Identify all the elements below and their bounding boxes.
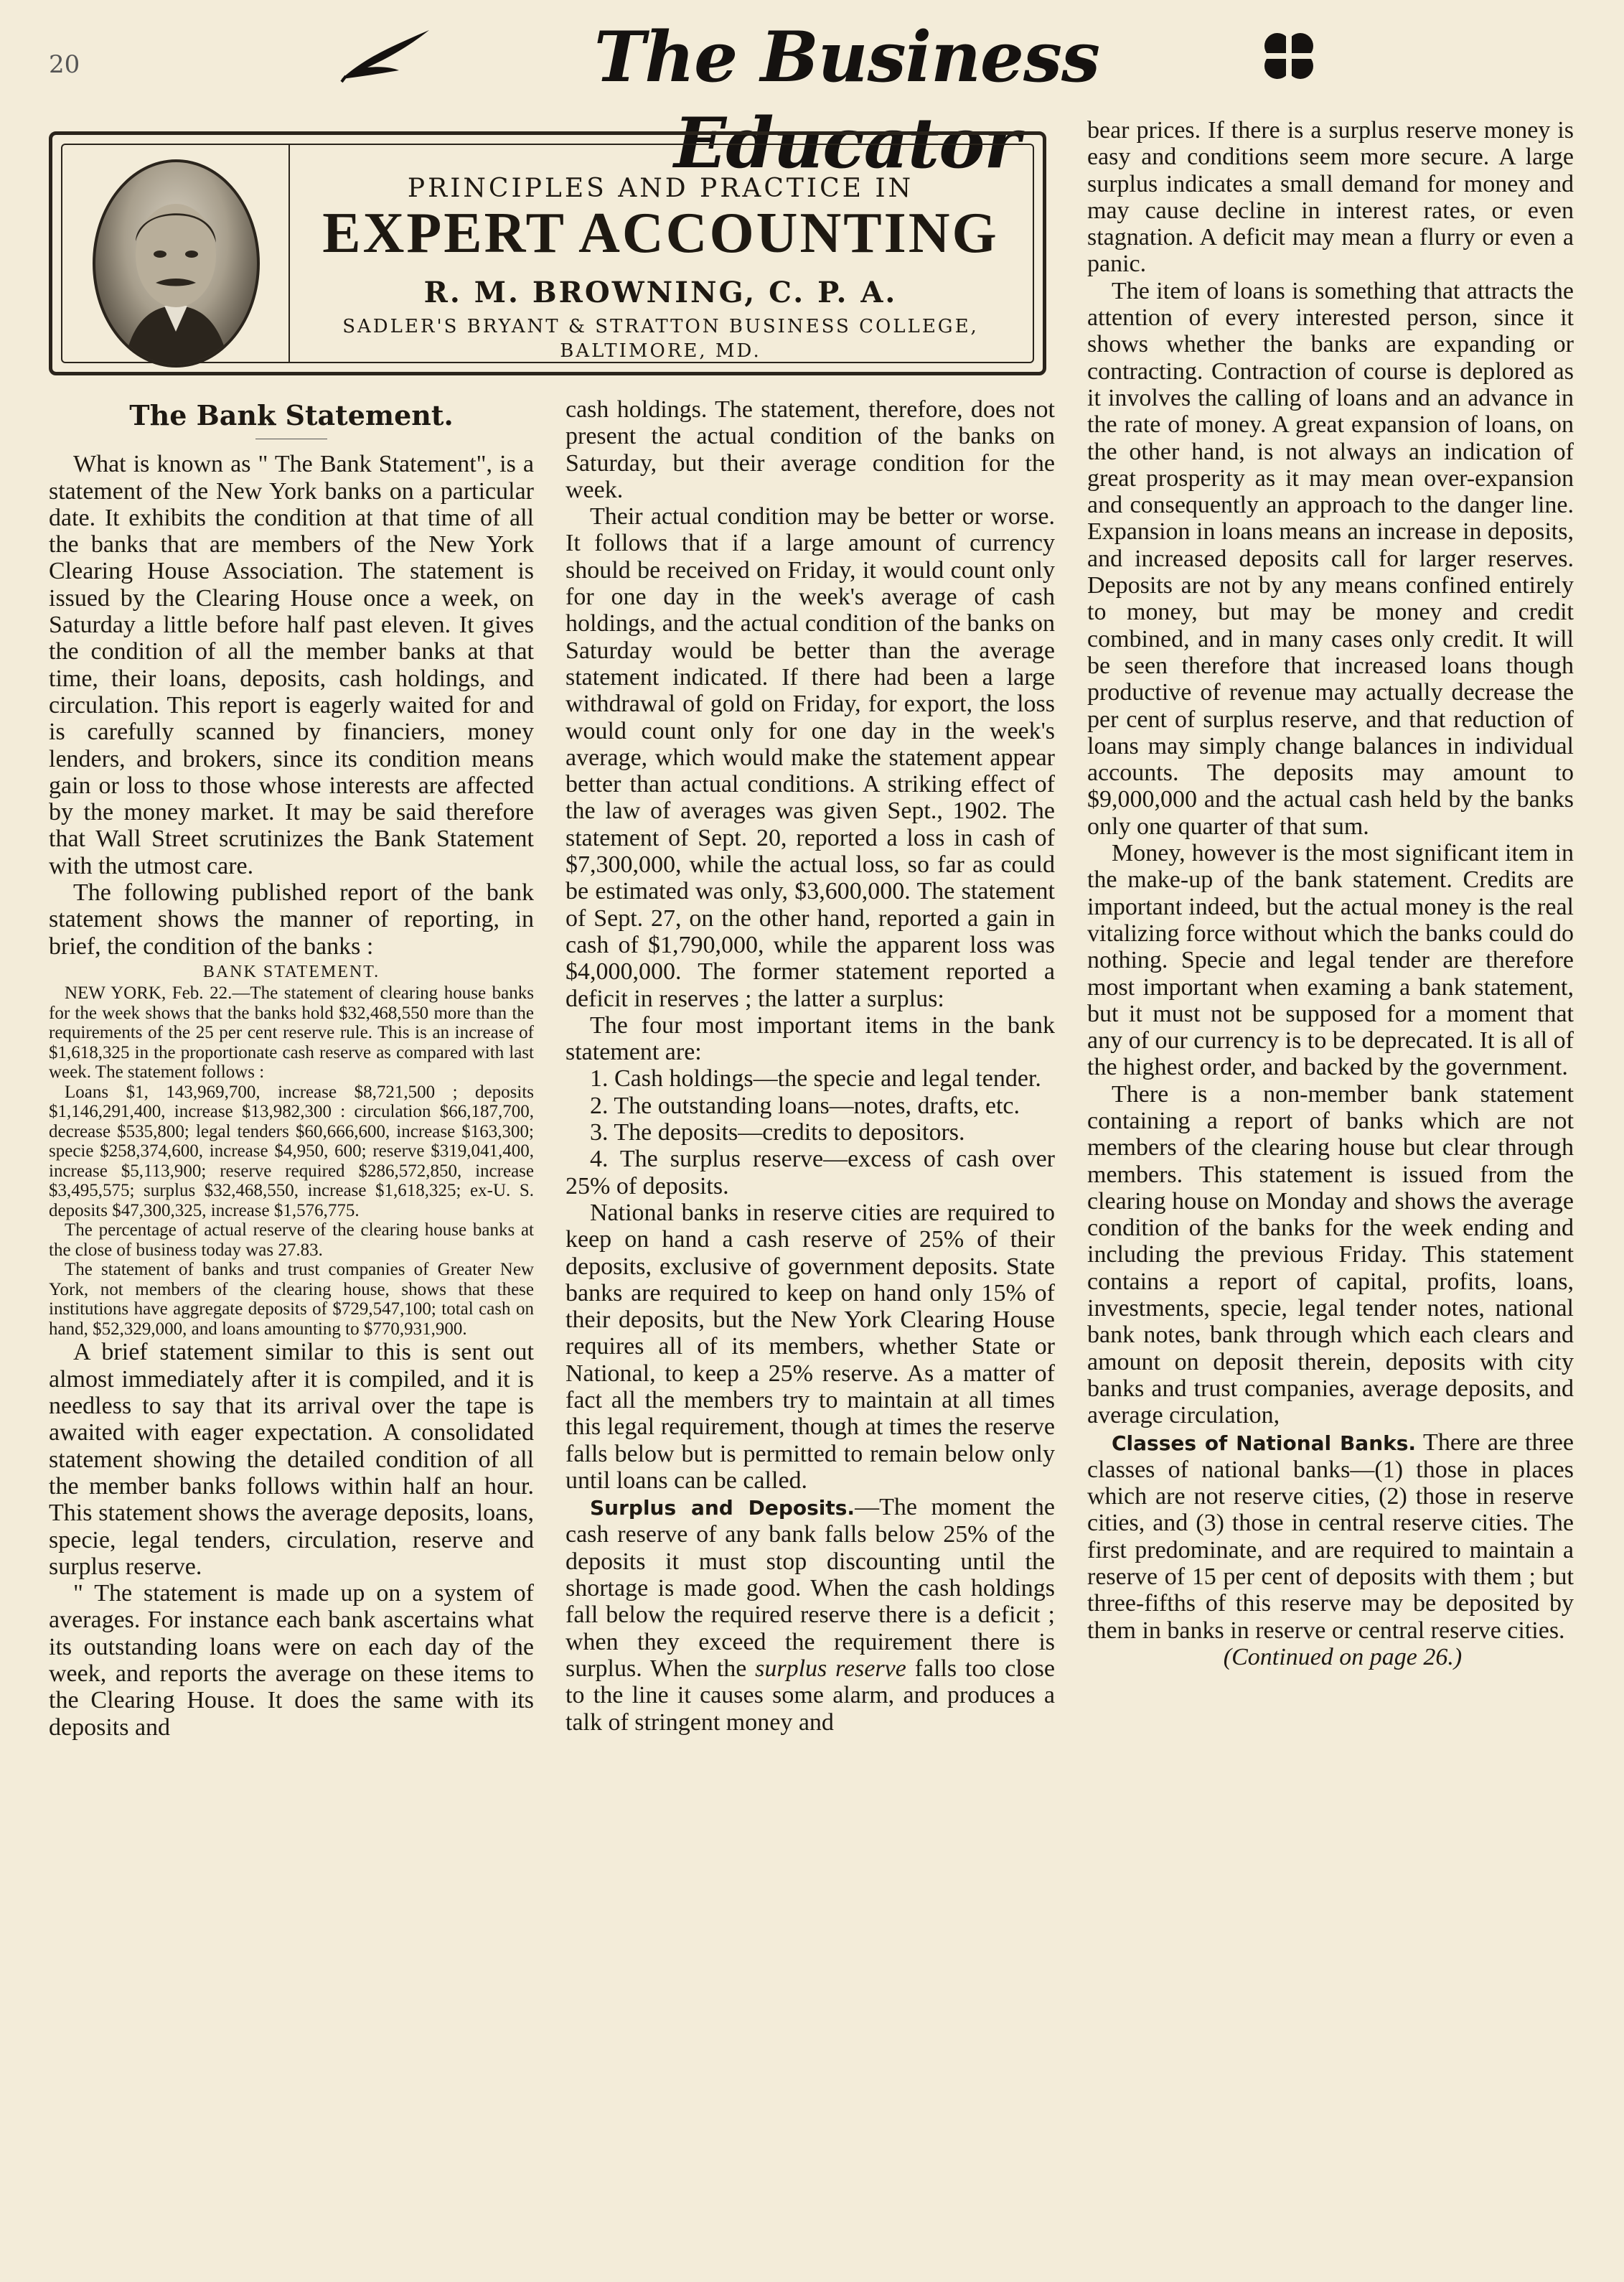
run-in-heading: Classes of National Banks. (1112, 1431, 1417, 1455)
section-title: The Bank Statement. (129, 399, 454, 431)
author-name: R. M. BROWNING, C. P. A. (423, 276, 898, 309)
paragraph: cash holdings. The statement, therefore, does not present the actual condition of the banks on Saturday, but their average condition for the week. (565, 396, 1055, 503)
paragraph: The following published report of the bank statement shows the manner of reporting, in brief, the condition of the banks : (49, 879, 534, 960)
author-city: BALTIMORE, MD. (560, 340, 761, 362)
surplus-paragraph (565, 1494, 1055, 1736)
quote-paragraph: NEW YORK, Feb. 22.—The statement of clearing house banks for the week shows that the banks hold $32,468,550 more than the requirements of the 25 per cent reserve rule. This is an increase of $1,618,325 in the proportionate cash reserve as compared with last week. The statement follows : (49, 983, 534, 1082)
quill-pen-icon (339, 26, 432, 83)
masthead-title: The Business Educator (593, 17, 1100, 184)
continued-note: (Continued on page 26.) (1223, 1643, 1463, 1670)
paragraph: There is a non-member bank statement containing a report of banks which are not members of the clearing house but clear through members. This statement is issued from the clearing house on Monday and shows the average condition of the banks for the week ending and including the previous Friday. This statement contains a report of capital, profits, loans, investments, specie, legal tender notes, national bank notes, bank through which each clears and amount on deposit therein, deposits with city banks and trust companies, average deposits, and average circulation, (1087, 1080, 1574, 1429)
paragraph: A brief statement similar to this is sent out almost immediately after it is compiled, and it is needless to say that its arrival over the tape is awaited with eager expectation. A consolidated statement showing the detailed condition of all the member banks follows within half an hour. This statement shows the average deposits, loans, specie, legal tenders, circulation, reserve and surplus reserve. (49, 1339, 534, 1580)
quote-paragraph: The statement of banks and trust companies of Greater New York, not members of the clearing house, shows that these institutions have aggregate deposits of $729,547,100; total cash on hand, $52,329,000, and loans amounting to $770,931,900. (49, 1260, 534, 1339)
column-2 (565, 396, 1055, 1736)
column-3 (1087, 117, 1574, 1670)
paragraph: Their actual condition may be better or worse. It follows that if a large amount of currency should be received on Friday, it would count only for one day in the week's average of cash holdings, and the actual condition of the banks on Saturday would be better than the average statement indicated. If there had been a large withdrawal of gold on Friday, for export, the loss would count only for one day in the week's average, which would make the statement appear better than actual conditions. A striking effect of the law of averages was given Sept., 1902. The statement of Sept. 20, reported a loss in cash of $7,300,000, while the actual loss, so far as could be estimated was only, $3,600,000. The statement of Sept. 27, on the other hand, reported a gain in cash of $1,790,000, while the apparent loss was $4,000,000. The former statement reported a deficit in reserves ; the latter a surplus: (565, 503, 1055, 1012)
article-header-inner (61, 144, 1034, 363)
paragraph: The item of loans is something that attracts the attention of every interested person, since it shows whether the banks are expanding or contracting. Contraction of course is deplored as it involves the calling of loans and an advance in the rate of money. A great expansion of loans, on the other hand, is not always an indication of great prosperity as it may mean over-expansion and consequently an approach to the danger line. Expansion in loans means an increase in deposits, and increased deposits call for larger reserves. Deposits are not by any means confined entirely to money, but may be money and credit combined, and in many cases only credit. It will be seen therefore that increased loans though productive of revenue may actually decrease the per cent of surplus reserve, and that reduction of loans may simply change balances in individual accounts. The deposits may amount to $9,000,000 and the actual cash held by the banks only one quarter of that sum. (1087, 277, 1574, 840)
author-portrait (93, 159, 260, 368)
page-number: 20 (49, 50, 80, 79)
paragraph: The four most important items in the bank statement are: (565, 1011, 1055, 1066)
list-item: 3. The deposits—credits to depositors. (590, 1119, 965, 1146)
paragraph: " The statement is made up on a system of averages. For instance each bank ascertains what its outstanding loans were on each day of the week, and reports the average on these items to the Clearing House. It does the same with its deposits and (49, 1580, 534, 1741)
column-1 (49, 395, 534, 1741)
paragraph: National banks in reserve cities are required to keep on hand a cash reserve of 25% of their deposits, exclusive of government deposits. State banks are required to keep on hand only 15% of their deposits, but the New York Clearing House requires all of its members, whether State or National, to keep a 25% reserve. As a matter of fact all the members try to maintain at all times this legal requirement, though at times the reserve falls below but is permitted to remain below only until loans can be called. (565, 1199, 1055, 1494)
author-affiliation: SADLER'S BRYANT & STRATTON BUSINESS COLLEGE, (342, 316, 979, 337)
series-headline: EXPERT ACCOUNTING (322, 202, 999, 265)
article-header-box (49, 131, 1046, 375)
bank-statement-quote (49, 963, 534, 1339)
classes-text: There are three classes of national banks—(1) those in places which are not reserve cities, (2) those in reserve cities, and (3) those in central reserve cities. The first predominate, and are required to maintain a reserve of 15 per cent of deposits with them ; but three-fifths of this reserve may be deposited by them in banks in reserve or central reserve cities. (1087, 1428, 1574, 1644)
list-item: 4. The surplus reserve—excess of cash over 25% of deposits. (565, 1146, 1055, 1200)
classes-paragraph (1087, 1429, 1574, 1644)
surplus-italic: surplus reserve (755, 1655, 906, 1682)
series-kicker: PRINCIPLES AND PRACTICE IN (407, 174, 914, 203)
list-item: 2. The outstanding loans—notes, drafts, etc. (590, 1092, 1020, 1119)
list-item: 1. Cash holdings—the specie and legal tender. (590, 1065, 1041, 1093)
quote-paragraph: The percentage of actual reserve of the clearing house banks at the close of business today was 27.83. (49, 1220, 534, 1260)
surplus-text: —The moment the cash reserve of any bank falls below 25% of the deposits it must stop discounting until the shortage is made good. When the cash holdings fall below the required reserve there is a deficit ; when they exceed the requirement there is surplus. When the (565, 1494, 1055, 1682)
quote-paragraph: Loans $1, 143,969,700, increase $8,721,500 ; deposits $1,146,291,400, increase $13,982,300 : circulation $66,187,700, decrease $535,800; legal tenders $60,666,600, increase $163,300; specie $258,374,600, increase $4,950, 600; reserve $319,041,400, increase $5,113,900; reserve required $286,572,850, increase $3,495,575; surplus $32,468,550, increase $1,618,325; ex-U. S. deposits $47,300,325, increase $1,576,775. (49, 1082, 534, 1220)
quote-heading: BANK STATEMENT. (202, 962, 380, 981)
paragraph: bear prices. If there is a surplus reserve money is easy and conditions seem more secure. A large surplus indicates a small demand for money and may cause decline in interest rates, or even stagnation. A deficit may mean a flurry or even a panic. (1087, 117, 1574, 278)
paragraph: What is known as " The Bank Statement", is a statement of the New York banks on a particular date. It exhibits the condition at that time of all the banks that are members of the New York Clearing House Association. The statement is issued by the Clearing House once a week, on Saturday a little before half past eleven. It gives the condition of all the member banks at that time, their loans, deposits, cash holdings, and circulation. This report is eagerly waited for and is carefully scanned by financiers, money lenders, and brokers, since its condition means gain or loss to those whose interests are affected by the money market. It may be said therefore that Wall Street scrutinizes the Bank Statement with the utmost care. (49, 451, 534, 879)
author-portrait-illustration (95, 162, 257, 365)
header-text (288, 145, 1033, 362)
run-in-heading: Surplus and Deposits. (590, 1496, 855, 1520)
surplus-text-end: falls too close to the line it causes some alarm, and produces a talk of stringent money and (565, 1655, 1056, 1736)
emblem-icon (1257, 27, 1322, 85)
portrait-panel (62, 145, 290, 362)
paragraph: Money, however is the most significant item in the make-up of the bank statement. Credits are important indeed, but the actual money is the real vitalizing force without which the banks could do nothing. Specie and legal tender are therefore most important when examing a bank statement, but it must not be supposed for a moment that any of our currency is to be deprecated. It is all of the highest order, and backed by the government. (1087, 840, 1574, 1081)
